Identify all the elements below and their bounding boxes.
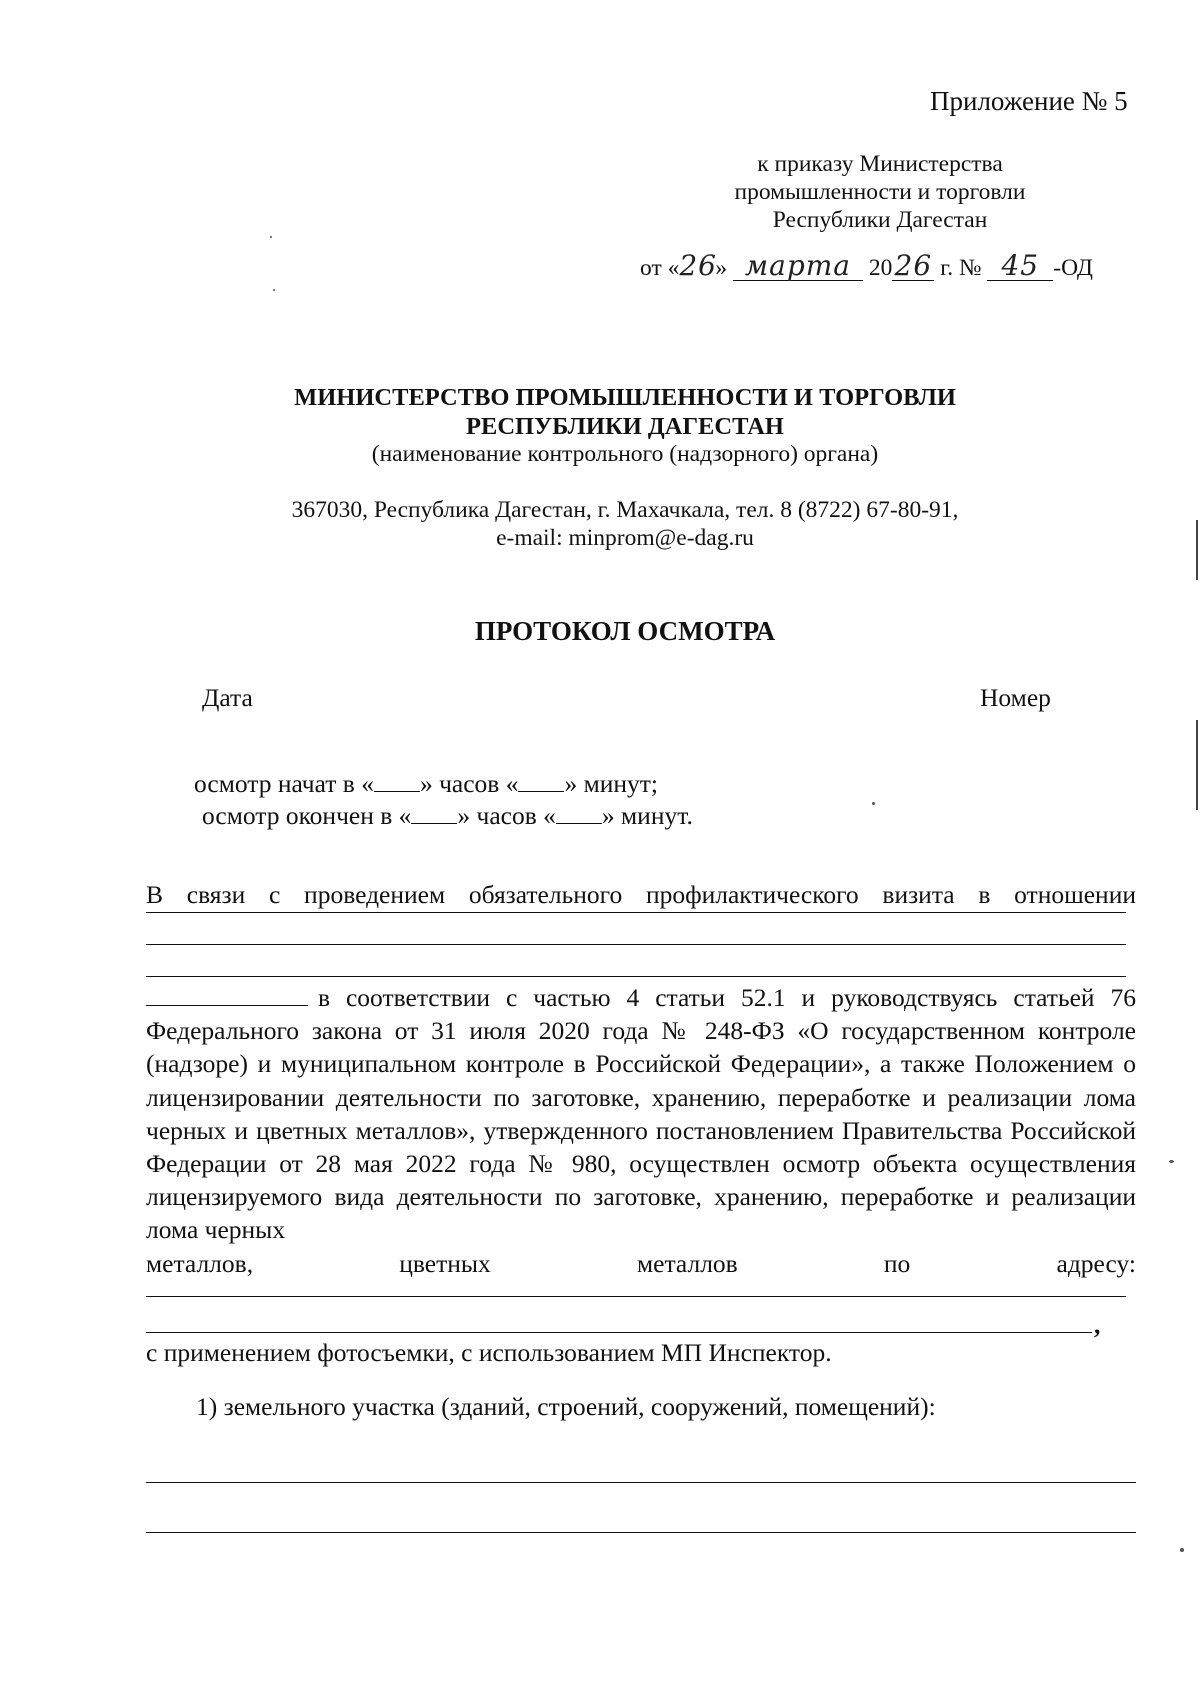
organization-address-line1: 367030, Республика Дагестан, г. Махачкала, тел. 8 (8722) 67-80-91,	[291, 497, 959, 523]
appendix-title: Приложение № 5	[930, 86, 1128, 116]
start-prefix: осмотр начат в «	[194, 769, 374, 798]
order-number-handwritten: 45	[987, 252, 1053, 281]
date-label: Дата	[202, 683, 253, 712]
item-blank-line	[146, 1482, 1136, 1483]
order-ref-line: к приказу Министерства	[757, 151, 1003, 177]
end-hours-blank	[411, 803, 457, 824]
subject-blank-line	[146, 944, 1126, 945]
address-blank-line	[146, 1296, 1126, 1297]
order-ref-line: промышленности и торговли	[734, 179, 1026, 205]
start-hours-mid: » часов «	[419, 769, 519, 798]
organization-name-line1: МИНИСТЕРСТВО ПРОМЫШЛЕННОСТИ И ТОРГОВЛИ	[294, 384, 956, 411]
start-tail: » минут;	[564, 769, 659, 798]
inspection-start-line	[194, 769, 658, 799]
appendix-order-ref	[700, 150, 1060, 234]
item-land-plot: 1) земельного участка (зданий, строений, сооружений, помещений):	[196, 1392, 936, 1421]
scan-edge-mark	[1196, 720, 1198, 810]
end-prefix: осмотр окончен в «	[202, 801, 412, 830]
scan-edge-mark	[1196, 520, 1198, 580]
inspection-end-line	[202, 801, 693, 831]
order-quote-close: »	[715, 255, 728, 281]
order-ref-line: Республики Дагестан	[772, 207, 988, 233]
subject-blank-line	[146, 912, 1126, 913]
item-blank-line	[146, 1532, 1136, 1533]
scan-speck	[872, 802, 875, 805]
body-main-paragraph	[146, 981, 1136, 1280]
organization-name-caption: (наименование контрольного (надзорного) органа)	[371, 441, 879, 467]
number-label: Номер	[980, 683, 1051, 712]
protocol-title: ПРОТОКОЛ ОСМОТРА	[474, 616, 776, 646]
scan-speck	[1180, 1548, 1184, 1552]
scan-speck	[270, 236, 272, 238]
organization-name-line2: РЕСПУБЛИКИ ДАГЕСТАН	[466, 413, 784, 440]
order-month-handwritten: марта	[733, 252, 863, 281]
main-last-line: металлов, цветных металлов по адресу:	[146, 1248, 1136, 1278]
end-minutes-blank	[556, 803, 602, 824]
order-year-suffix: г. №	[940, 255, 982, 281]
address-comma: ,	[1094, 1310, 1101, 1339]
order-date-line	[640, 249, 1093, 282]
address-blank-line	[146, 1332, 1092, 1333]
subject-blank-line	[146, 976, 1126, 977]
order-number-suffix: -ОД	[1053, 255, 1093, 281]
subject-lead-blank	[146, 983, 308, 1006]
organization-email: e-mail: minprom@e-dag.ru	[496, 525, 754, 551]
scan-speck	[1169, 1160, 1174, 1163]
order-year-handwritten: 26	[892, 252, 934, 281]
order-year-prefix: 20	[868, 255, 893, 281]
scan-speck	[273, 289, 275, 291]
start-minutes-blank	[518, 771, 564, 792]
photo-note: с применением фотосъемки, с использованием МП Инспектор.	[146, 1338, 832, 1367]
end-tail: » минут.	[601, 801, 693, 830]
intro-text: В связи с проведением обязательного профилактического визита в отношении	[146, 880, 1136, 909]
main-text: в соответствии с частью 4 статьи 52.1 и руководствуясь статьей 76 Федерального закона от 31 июля 2020 года № 248-ФЗ «О государственном контроле (надзоре) и муниципальном контроле в Российской Федерации», а также Положением о лицензировании деятельности по заготовке, хранению, переработке и реализации лома черных и цветных металлов», утвержденного постановлением Правительства Российской Федерации от 28 мая 2022 года № 980, осуществлен осмотр объекта осуществления лицензируемого вида деятельности по заготовке, хранению, переработке и реализации лома черных	[146, 983, 1136, 1245]
body-intro	[146, 878, 1136, 911]
start-hours-blank	[374, 771, 420, 792]
order-from-prefix: от «	[640, 255, 680, 281]
end-hours-mid: » часов «	[457, 801, 556, 830]
order-day-handwritten: 26	[679, 249, 717, 282]
